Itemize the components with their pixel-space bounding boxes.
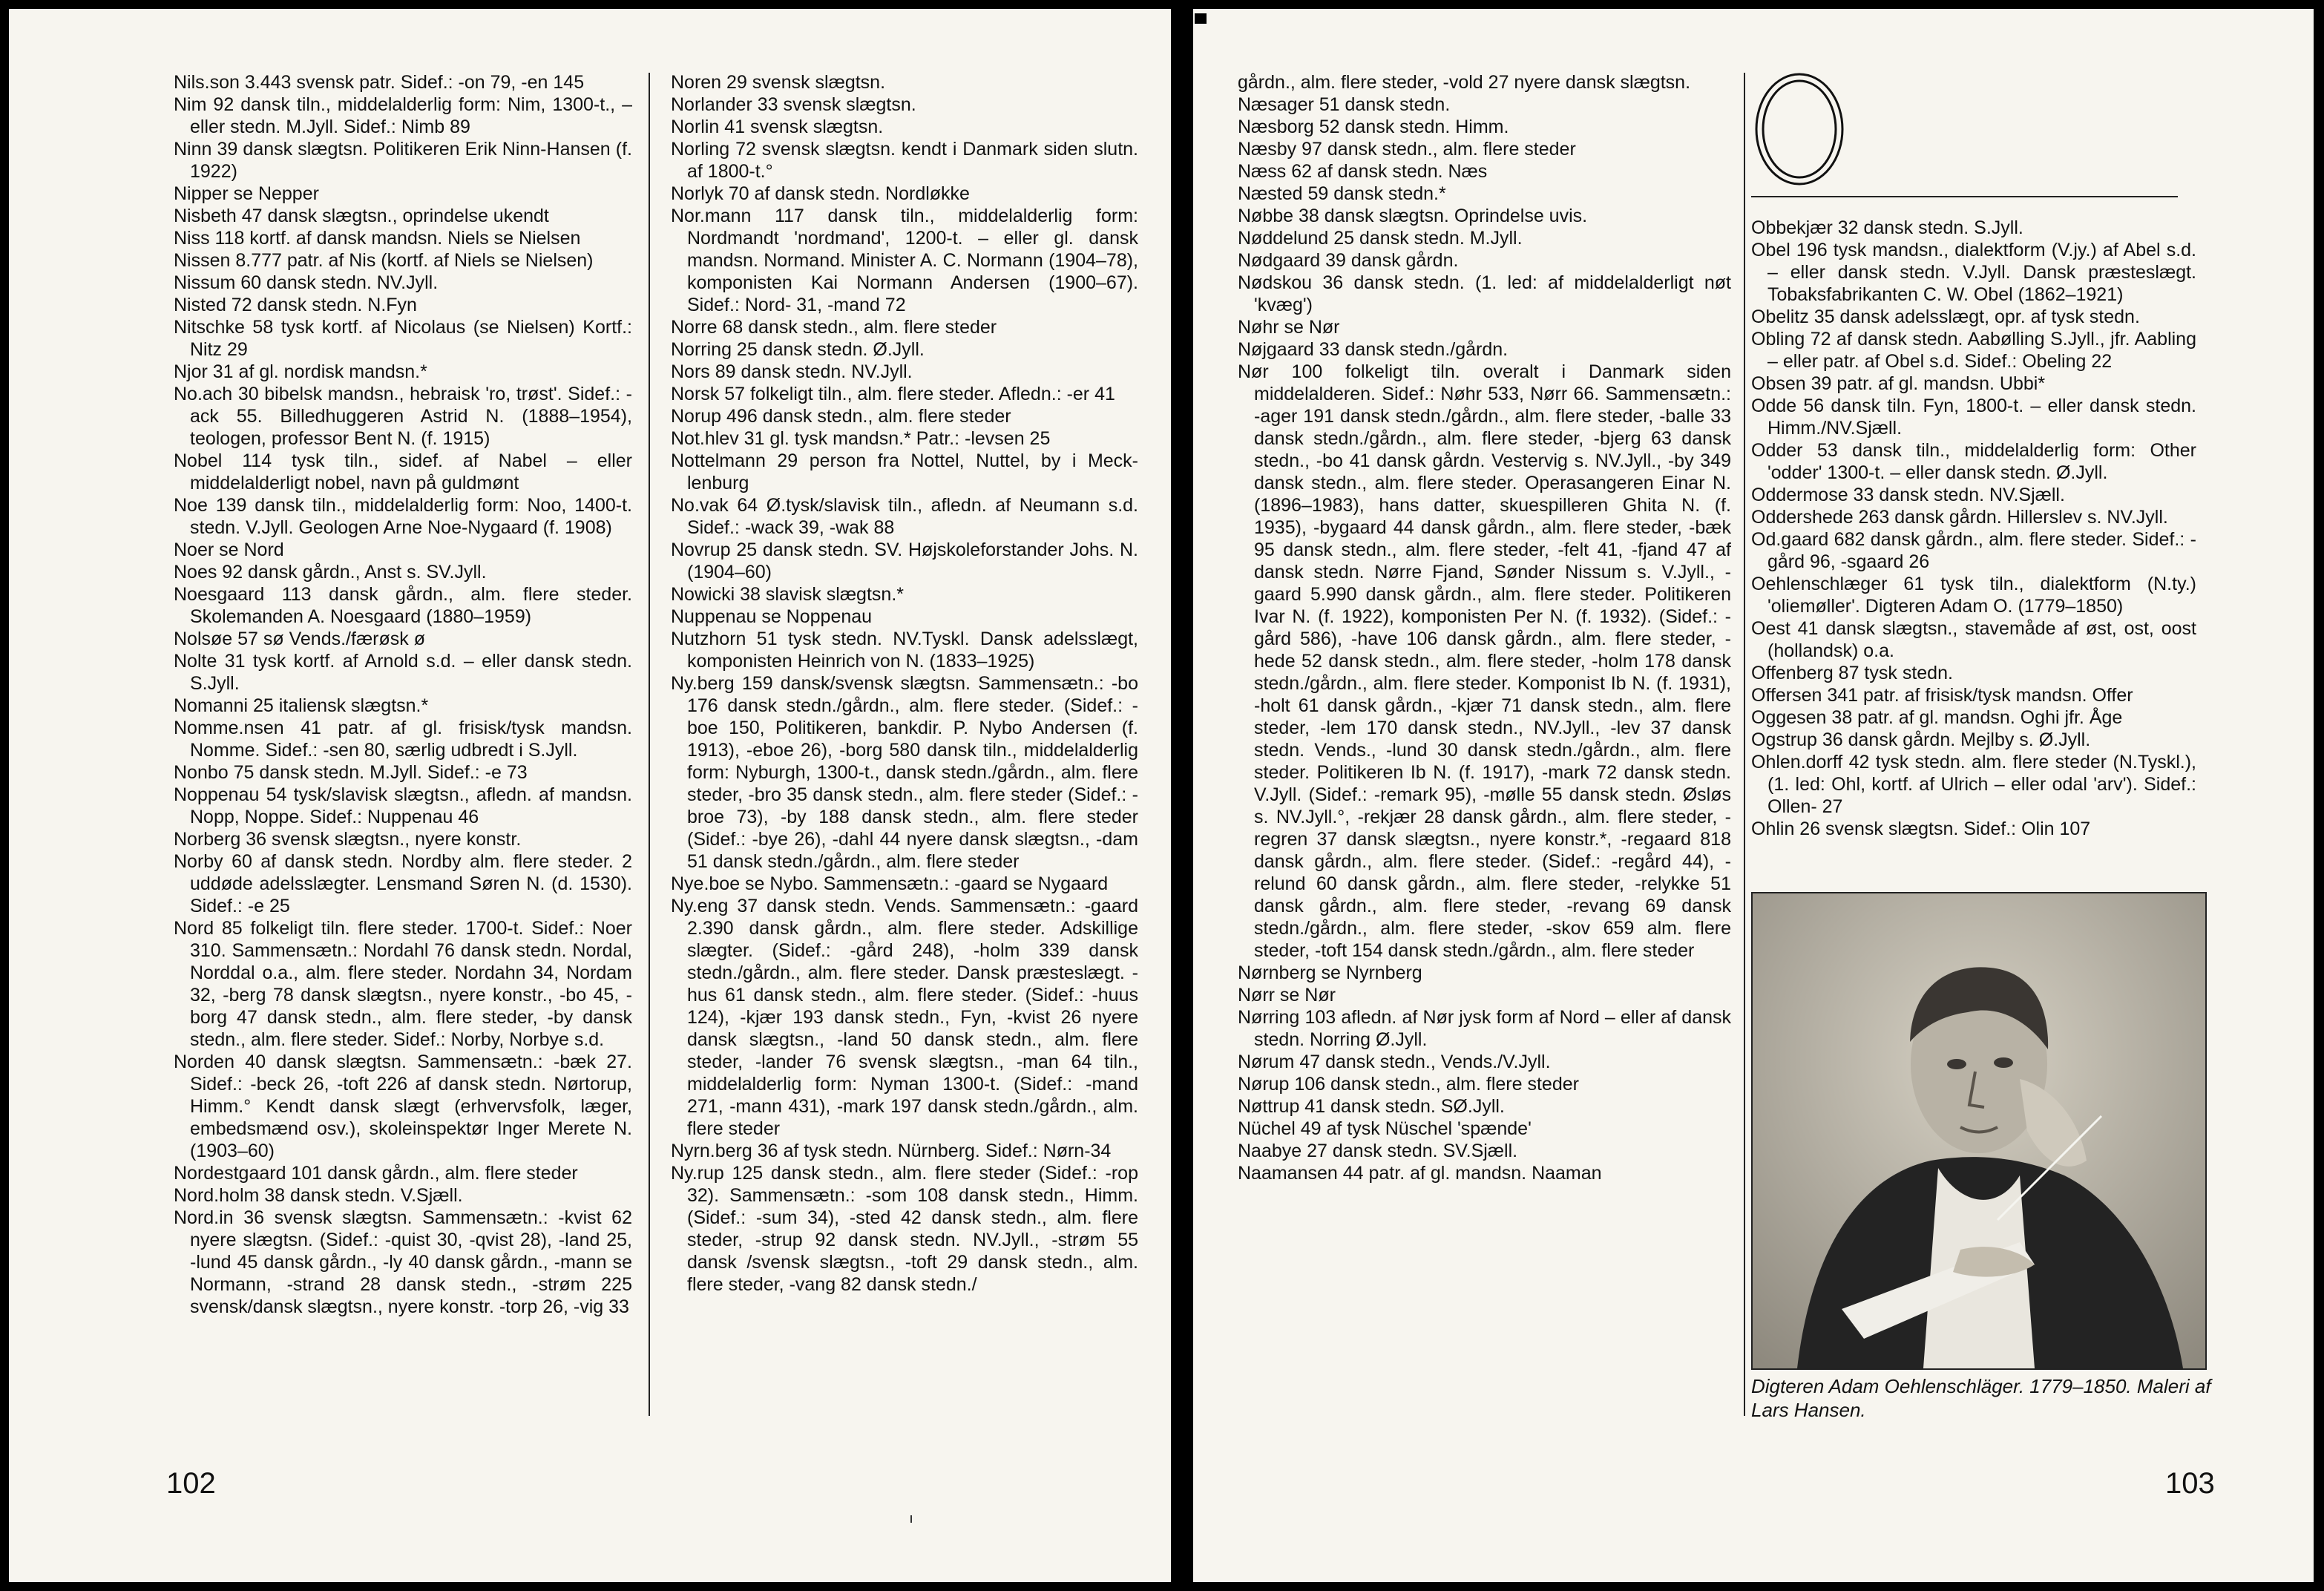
- dictionary-entry: Nissum 60 dansk stedn. NV.Jyll.: [174, 272, 439, 293]
- dictionary-entry: Niss 118 kortf. af dansk mandsn. Niels se Nielsen: [174, 228, 581, 249]
- dictionary-entry: Noren 29 svensk slægtsn.: [671, 72, 886, 93]
- left-column-1: [174, 71, 632, 1318]
- dictionary-entry: Nøhr se Nør: [1238, 317, 1340, 338]
- dictionary-entry: No.ach 30 bibelsk mandsn., hebraisk 'ro, trøst'. Sidef.: -ack 55. Billedhuggeren Astrid N. (1888–1954), teologen, professor Bent N. (f. 1915): [174, 384, 632, 449]
- dictionary-entry: Noer se Nord: [174, 539, 284, 560]
- photo-caption: Digteren Adam Oehlenschläger. 1779–1850. Maleri af Lars Hansen.: [1751, 1375, 2211, 1421]
- dictionary-entry: Ninn 39 dansk slægtsn. Politikeren Erik Ninn-Hansen (f. 1922): [174, 139, 632, 182]
- dictionary-entry: Ny.eng 37 dansk stedn. Vends. Sammensætn.: -gaard 2.390 dansk gårdn., alm. flere steder. Adskillige slægter. (Sidef.: -gård 248), -holm 339 dansk stedn./gårdn., alm. flere steder. Dansk præsteslægt. -hus 61 dansk stedn., alm. flere steder. (Sidef.: -huus 124), -kjær 193 dansk stedn., Fyn, -kvist 26 nyere dansk slægtsn., -land 50 dansk stedn., alm. flere steder, -lander 76 svensk slægtsn., -man 64 tiln., middelalderlig form: Nyman 1300-t. (Sidef.: -mand 271, -mann 431), -mark 197 dansk stedn./gårdn., alm. flere steder: [671, 896, 1138, 1139]
- dictionary-entry: Odde 56 dansk tiln. Fyn, 1800-t. – eller dansk stedn. Himm./NV.Sjæll.: [1751, 396, 2196, 439]
- dictionary-entry: Nottelmann 29 person fra Nottel, Nuttel, by i Meck-lenburg: [671, 450, 1138, 493]
- dictionary-entry: Nor.mann 117 dansk tiln., middelalderlig form: Nordmandt 'nordmand', 1200-t. – eller gl. dansk mandsn. Normand. Minister A. C. Normann (1904–78), komponisten Kai Normann Andersen (1900–67). Sidef.: Nord- 31, -mand 72: [671, 206, 1138, 315]
- column-divider: [649, 73, 650, 1416]
- dictionary-entry: Nils.son 3.443 svensk patr. Sidef.: -on 79, -en 145: [174, 72, 585, 93]
- dictionary-entry: Nørr se Nør: [1238, 985, 1336, 1006]
- dictionary-entry: Nipper se Nepper: [174, 183, 319, 204]
- dictionary-entry: Obelitz 35 dansk adelsslægt, opr. af tysk stedn.: [1751, 306, 2140, 327]
- dictionary-entry: Norring 25 dansk stedn. Ø.Jyll.: [671, 339, 925, 360]
- dictionary-entry: No.vak 64 Ø.tysk/slavisk tiln., afledn. af Neumann s.d. Sidef.: -wack 39, -wak 88: [671, 495, 1138, 538]
- dictionary-entry: Oggesen 38 patr. af gl. mandsn. Oghi jfr. Åge: [1751, 707, 2123, 728]
- right-column-2: [1751, 217, 2196, 840]
- dictionary-entry: Nørring 103 afledn. af Nør jysk form af Nord – eller af dansk stedn. Norring Ø.Jyll.: [1238, 1007, 1731, 1050]
- dictionary-entry: Nutzhorn 51 tysk stedn. NV.Tyskl. Dansk adelsslægt, komponisten Heinrich von N. (1833–1925): [671, 629, 1138, 672]
- dictionary-entry: Næsted 59 dansk stedn.*: [1238, 183, 1446, 204]
- section-letter-o: [1751, 70, 1848, 188]
- dictionary-entry: Nuppenau se Noppenau: [671, 606, 873, 627]
- dictionary-entry: Offenberg 87 tysk stedn.: [1751, 663, 1953, 683]
- corner-mark: [1195, 13, 1207, 24]
- page-number-left: 102: [166, 1467, 216, 1500]
- dictionary-entry: Nowicki 38 slavisk slægtsn.*: [671, 584, 904, 605]
- dictionary-entry: Nøddelund 25 dansk stedn. M.Jyll.: [1238, 228, 1523, 249]
- dictionary-entry: Nomme.nsen 41 patr. af gl. frisisk/tysk mandsn. Nomme. Sidef.: -sen 80, særlig udbredt i S.Jyll.: [174, 718, 632, 761]
- dictionary-entry: Norre 68 dansk stedn., alm. flere steder: [671, 317, 997, 338]
- dictionary-entry: Nüchel 49 af tysk Nüschel 'spænde': [1238, 1118, 1532, 1139]
- dictionary-entry: Næsborg 52 dansk stedn. Himm.: [1238, 117, 1509, 137]
- dictionary-entry: Nyrn.berg 36 af tysk stedn. Nürnberg. Sidef.: Nørn-34: [671, 1141, 1112, 1161]
- dictionary-entry: Norsk 57 folkeligt tiln., alm. flere steder. Afledn.: -er 41: [671, 384, 1115, 404]
- dictionary-entry: Novrup 25 dansk stedn. SV. Højskoleforstander Johs. N. (1904–60): [671, 539, 1138, 583]
- dictionary-entry: Nøbbe 38 dansk slægtsn. Oprindelse uvis.: [1238, 206, 1588, 226]
- dictionary-entry: Nolte 31 tysk kortf. af Arnold s.d. – eller dansk stedn. S.Jyll.: [174, 651, 632, 694]
- dictionary-entry: Norling 72 svensk slægtsn. kendt i Danmark siden slutn. af 1800-t.°: [671, 139, 1138, 182]
- dictionary-entry: Næsby 97 dansk stedn., alm. flere steder: [1238, 139, 1576, 160]
- page-mark: [910, 1515, 912, 1523]
- dictionary-entry: Nors 89 dansk stedn. NV.Jyll.: [671, 361, 913, 382]
- dictionary-entry: Norby 60 af dansk stedn. Nordby alm. flere steder. 2 uddøde adelsslægter. Lensmand Søren N. (d. 1530). Sidef.: -e 25: [174, 851, 632, 916]
- dictionary-entry: Nye.boe se Nybo. Sammensætn.: -gaard se Nygaard: [671, 873, 1109, 894]
- dictionary-entry: Norberg 36 svensk slægtsn., nyere konstr.: [174, 829, 522, 850]
- dictionary-entry: Nobel 114 tysk tiln., sidef. af Nabel – eller middelalderligt nobel, navn på guldmønt: [174, 450, 632, 493]
- dictionary-entry: Nør 100 folkeligt tiln. overalt i Danmark siden middelalderen. Sidef.: Nøhr 533, Nørr 66. Sammensætn.: -ager 191 dansk stedn./gårdn., alm. flere steder, -balle 33 dansk stedn./gårdn., alm. flere steder, -bjerg 63 dansk stedn., -bo 41 dansk gårdn. Vestervig s. NV.Jyll., -by 349 dansk stedn., alm. flere steder. Operasangeren Einar N. (1896–1983), hans datter, skuespilleren Ghita N. (f. 1935), -bygaard 44 dansk gårdn., alm. flere steder, -bæk 95 dansk stedn., alm. flere steder, -felt 41, -fjand 47 af dansk stedn. Nørre Fjand, Sønder Nissum s. V.Jyll., -gaard 5.990 dansk gårdn., alm. flere steder. Politikeren Ivar N. (f. 1922), komponisten Per N. (f. 1932). (Sidef.: -gård 586), -have 106 dansk gårdn., alm. flere steder, -hede 52 dansk stedn., alm. flere steder, -holm 178 dansk stedn./gårdn., alm. flere steder. Komponist Ib N. (f. 1931), -holt 61 dansk gårdn., -kjær 71 dansk stedn., alm. flere steder, -lem 170 dansk stedn., NV.Jyll., -lev 37 dansk stedn. Vends., -lund 30 dansk stedn./gårdn., alm. flere steder. Politikeren Ib N. (f. 1917), -mark 72 dansk stedn. V.Jyll. (Sidef.: -remark 95), -mølle 55 dansk stedn. Øsløs s. NV.Jyll.°, -rekjær 28 dansk gårdn., alm. flere steder, -regren 37 dansk slægtsn., nyere konstr.*, -regaard 818 dansk gårdn., alm. flere steder. (Sidef.: -regård 44), -relund 60 dansk gårdn., alm. flere steder, -relykke 51 dansk gårdn., alm. flere steder, -revang 69 dansk stedn./gårdn., alm. flere steder, -skov 659 alm. flere steder, -toft 154 dansk stedn./gårdn., alm. flere steder: [1238, 361, 1731, 961]
- dictionary-entry: Nim 92 dansk tiln., middelalderlig form: Nim, 1300-t., – eller stedn. M.Jyll. Sidef.: Nimb 89: [174, 94, 632, 137]
- dictionary-entry: Od.gaard 682 dansk gårdn., alm. flere steder. Sidef.: -gård 96, -sgaard 26: [1751, 529, 2196, 572]
- dictionary-entry: Njor 31 af gl. nordisk mandsn.*: [174, 361, 427, 382]
- dictionary-entry: Nødskou 36 dansk stedn. (1. led: af middelalderligt nøt 'kvæg'): [1238, 272, 1731, 315]
- dictionary-entry: Obsen 39 patr. af gl. mandsn. Ubbi*: [1751, 373, 2046, 394]
- dictionary-entry: Nørup 106 dansk stedn., alm. flere steder: [1238, 1074, 1579, 1095]
- dictionary-entry: Oddershede 263 dansk gårdn. Hillerslev s. NV.Jyll.: [1751, 507, 2168, 528]
- dictionary-entry: Obbekjær 32 dansk stedn. S.Jyll.: [1751, 217, 2023, 238]
- dictionary-entry: Ny.rup 125 dansk stedn., alm. flere steder (Sidef.: -rop 32). Sammensætn.: -som 108 dansk stedn., Himm. (Sidef.: -sum 34), -sted 42 dansk stedn., alm. flere steder, -strup 92 dansk stedn. NV.Jyll., -strøm 55 dansk /svensk slægtsn., -toft 29 dansk stedn., alm. flere steder, -vang 82 dansk stedn./: [671, 1163, 1138, 1295]
- dictionary-entry: Oest 41 dansk slægtsn., stavemåde af øst, ost, oost (hollandsk) o.a.: [1751, 618, 2196, 661]
- dictionary-entry: Obel 196 tysk mandsn., dialektform (V.jy.) af Abel s.d. – eller dansk stedn. V.Jyll. Dansk præsteslægt. Tobaksfabrikanten C. W. Obel (1862–1921): [1751, 240, 2196, 305]
- dictionary-entry: Nørnberg se Nyrnberg: [1238, 962, 1422, 983]
- column-divider: [1744, 73, 1745, 1416]
- dictionary-entry: Naabye 27 dansk stedn. SV.Sjæll.: [1238, 1141, 1518, 1161]
- portrait-photo: [1751, 892, 2207, 1370]
- page-number-right: 103: [2165, 1467, 2215, 1500]
- dictionary-entry: Obling 72 af dansk stedn. Aabølling S.Jyll., jfr. Aabling – eller patr. af Obel s.d. Sidef.: Obeling 22: [1751, 329, 2196, 372]
- dictionary-entry: Odder 53 dansk tiln., middelalderlig form: Other 'odder' 1300-t. – eller dansk stedn. Ø.Jyll.: [1751, 440, 2196, 483]
- left-page: [9, 9, 1171, 1582]
- dictionary-entry: Næsager 51 dansk stedn.: [1238, 94, 1451, 115]
- dictionary-entry: Ohlin 26 svensk slægtsn. Sidef.: Olin 107: [1751, 819, 2091, 839]
- dictionary-entry: Nonbo 75 dansk stedn. M.Jyll. Sidef.: -e 73: [174, 762, 528, 783]
- dictionary-entry: Nissen 8.777 patr. af Nis (kortf. af Niels se Nielsen): [174, 250, 594, 271]
- dictionary-entry: Norup 496 dansk stedn., alm. flere steder: [671, 406, 1011, 427]
- dictionary-entry: Norlin 41 svensk slægtsn.: [671, 117, 884, 137]
- dictionary-entry: Offersen 341 patr. af frisisk/tysk mandsn. Offer: [1751, 685, 2133, 706]
- left-column-2: [671, 71, 1138, 1296]
- dictionary-entry: Oehlenschlæger 61 tysk tiln., dialektform (N.ty.) 'oliemøller'. Digteren Adam O. (1779–1850): [1751, 574, 2196, 617]
- section-rule: [1751, 196, 2178, 197]
- dictionary-entry: Ohlen.dorff 42 tysk stedn. alm. flere steder (N.Tyskl.), (1. led: Ohl, kortf. af Ulrich – eller odal 'arv'). Sidef.: Ollen- 27: [1751, 752, 2196, 817]
- dictionary-entry: Nisted 72 dansk stedn. N.Fyn: [174, 295, 417, 315]
- dictionary-entry: Nolsøe 57 sø Vends./færøsk ø: [174, 629, 425, 649]
- dictionary-entry: Nitschke 58 tysk kortf. af Nicolaus (se Nielsen) Kortf.: Nitz 29: [174, 317, 632, 360]
- dictionary-entry: Norlyk 70 af dansk stedn. Nordløkke: [671, 183, 970, 204]
- dictionary-entry: Oddermose 33 dansk stedn. NV.Sjæll.: [1751, 485, 2065, 505]
- dictionary-entry: Nisbeth 47 dansk slægtsn., oprindelse ukendt: [174, 206, 549, 226]
- dictionary-entry: Nord 85 folkeligt tiln. flere steder. 1700-t. Sidef.: Noer 310. Sammensætn.: Nordahl 76 dansk stedn. Nordal, Norddal o.a., alm. flere steder. Nordahn 34, Nordam 32, -berg 78 dansk slægtsn., nyere konstr., -bo 45, -borg 47 dansk stedn., alm. flere steder, -by dansk stedn., alm. flere steder. Sidef.: Norby, Norbye s.d.: [174, 918, 632, 1050]
- dictionary-entry: Noppenau 54 tysk/slavisk slægtsn., afledn. af mandsn. Nopp, Noppe. Sidef.: Nuppenau 46: [174, 784, 632, 827]
- dictionary-entry: Nord.in 36 svensk slægtsn. Sammensætn.: -kvist 62 nyere slægtsn. (Sidef.: -quist 30, -qvist 28), -land 25, -lund 45 dansk gårdn., -ly 40 dansk gårdn., -mann se Normann, -strand 28 dansk stedn., -strøm 225 svensk/dansk slægtsn., nyere konstr. -torp 26, -vig 33: [174, 1207, 632, 1317]
- dictionary-entry: Næss 62 af dansk stedn. Næs: [1238, 161, 1488, 182]
- dictionary-entry: Noes 92 dansk gårdn., Anst s. SV.Jyll.: [174, 562, 487, 583]
- dictionary-entry: Nordestgaard 101 dansk gårdn., alm. flere steder: [174, 1163, 578, 1184]
- dictionary-entry: Norlander 33 svensk slægtsn.: [671, 94, 916, 115]
- dictionary-entry: Ny.berg 159 dansk/svensk slægtsn. Sammensætn.: -bo 176 dansk stedn./gårdn., alm. flere steder. (Sidef.: -boe 150, Politikeren, bankdir. P. Nybo Andersen (f. 1913), -eboe 26), -borg 580 dansk tiln., middelalderlig form: Nyburgh, 1300-t., dansk stedn./gårdn., alm. flere steder, -bro 35 dansk stedn., alm. flere steder (Sidef.: -broe 73), -by 188 dansk stedn., alm. flere steder (Sidef.: -bye 26), -dahl 44 nyere dansk slægtsn., -dam 51 dansk stedn./gårdn., alm. flere steder: [671, 673, 1138, 872]
- dictionary-entry: Nødgaard 39 dansk gårdn.: [1238, 250, 1459, 271]
- dictionary-entry: gårdn., alm. flere steder, -vold 27 nyere dansk slægtsn.: [1238, 72, 1691, 93]
- right-page: [1193, 9, 2314, 1582]
- dictionary-entry: Nord.holm 38 dansk stedn. V.Sjæll.: [174, 1185, 463, 1206]
- dictionary-entry: Naamansen 44 patr. af gl. mandsn. Naaman: [1238, 1163, 1602, 1184]
- dictionary-entry: Ogstrup 36 dansk gårdn. Mejlby s. Ø.Jyll.: [1751, 729, 2091, 750]
- dictionary-entry: Nøttrup 41 dansk stedn. SØ.Jyll.: [1238, 1096, 1505, 1117]
- dictionary-entry: Noe 139 dansk tiln., middelalderlig form: Noo, 1400-t. stedn. V.Jyll. Geologen Arne Noe-Nygaard (f. 1908): [174, 495, 632, 538]
- dictionary-entry: Nøjgaard 33 dansk stedn./gårdn.: [1238, 339, 1509, 360]
- right-column-1: [1238, 71, 1731, 1184]
- dictionary-entry: Nomanni 25 italiensk slægtsn.*: [174, 695, 429, 716]
- dictionary-entry: Norden 40 dansk slægtsn. Sammensætn.: -bæk 27. Sidef.: -beck 26, -toft 226 af dansk stedn. Nørtorup, Himm.° Kendt dansk slægt (erhvervsfolk, læger, embedsmænd osv.), skoleinspektør Inger Merete N. (1903–60): [174, 1052, 632, 1161]
- dictionary-entry: Not.hlev 31 gl. tysk mandsn.* Patr.: -levsen 25: [671, 428, 1051, 449]
- dictionary-entry: Noesgaard 113 dansk gårdn., alm. flere steder. Skolemanden A. Noesgaard (1880–1959): [174, 584, 632, 627]
- dictionary-entry: Nørum 47 dansk stedn., Vends./V.Jyll.: [1238, 1052, 1551, 1072]
